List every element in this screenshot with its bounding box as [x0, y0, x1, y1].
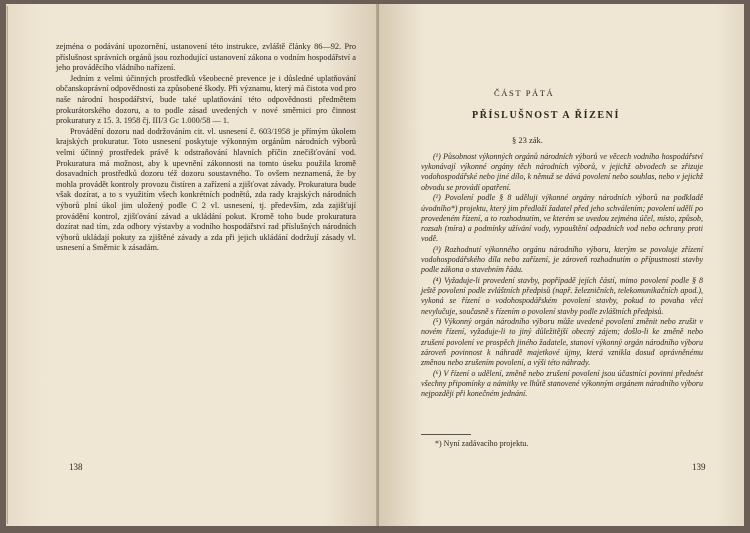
section-title: PŘÍSLUŠNOST A ŘÍZENÍ — [472, 110, 620, 121]
right-paragraph: (⁵) Výkonný orgán národního výboru může uvedené povolení změnit nebo zrušit v novém řízení, vyžaduje-li to jiný důležitější obecný zájem; došlo-li ke změně nebo zrušení povolení ve prospěch jiného žadatele, stanoví výkonný orgán národního výboru zároveň povinnost k náhradě majetkové újmy, která vznikla dosud oprávněnému změnou nebo zrušením povolení, a výši této náhrady. — [421, 317, 703, 368]
left-paragraph: Jedním z velmi účinných prostředků všeobecné prevence je i důsledné uplatňování občanskoprávní odpovědnosti za způsobené škody. Při významu, který má čistota vod pro naše národní hospodářství, bude také uplatňování této odpovědnosti předmětem prokurátorského dozoru, a to podle zásad uvedených v nové směrnici pro činnost prokuratury z 15. 3. 1958 čj. III/3 Gc 1.000/58 — 1. — [56, 73, 356, 126]
part-title: ČÁST PÁTÁ — [494, 88, 555, 98]
right-paragraph: (¹) Působnost výkonných orgánů národních výborů ve věcech vodního hospodářství vykonávají výkonné orgány těch národních výborů, v jejichž obvodech se zřizuje vodohospodářské nebo jiné dílo, k němuž se dává povolení nebo souhlas, nebo v jejichž obvodu se provádí opatření. — [421, 152, 703, 192]
right-page-text — [421, 152, 703, 400]
left-paragraph: Provádění dozoru nad dodržováním cit. vl. usnesení č. 603/1958 je přímým úkolem krajských prokuratur. Toto usnesení poskytuje výkonným orgánům národních výborů velmi účinný prostředek právě k odstraňování hlavních příčin znečišťování vod. Prokuratura má možnost, aby k upevnění zákonnosti na tomto úseku použila kromě dosavadních prostředků dozoru též dozoru soustavného. To ovšem neznamená, že by mohla provádět kontroly provozu čistíren a zařízení a zjišťovat závady. Prokuratura bude však dozírat, a to s využitím všech konkrétních podnětů, zda rady krajských národních výborů plní úkol jim uložený podle C 2 vl. usnesení, tj. především, zda zajišťují provádění kontrol, zjišťování závad a ukládání pokut. Kromě toho bude prokuratura dozírat nad tím, zda odbory výstavby a vodního hospodářství rad příslušných národních výborů ukládají pokuty za zjištěné závady a zda při jejich ukládání dodržují zásady vl. usnesení a Směrnic k zásadám. — [56, 126, 356, 253]
right-page-number: 139 — [692, 462, 706, 472]
open-book — [6, 4, 744, 526]
left-page-text — [56, 42, 356, 254]
right-paragraph: (³) Rozhodnutí výkonného orgánu národního výboru, kterým se povoluje zřízení vodohospodářského díla nebo zařízení, je zároveň rozhodnutím o přípustnosti stavby podle zákona o stavebním řádu. — [421, 244, 703, 275]
right-page — [379, 4, 744, 526]
left-paragraph: zejména o podávání upozornění, ustanovení této instrukce, zvláště články 86—92. Pro příslušnost správních orgánů jsou rozhodující ustanovení zákona o vodním hospodářství a jeho prováděcího vládního nařízení. — [56, 42, 356, 73]
paragraph-mark: § 23 zák. — [512, 135, 543, 145]
footnote: *) Nyní zadávacího projektu. — [435, 439, 529, 448]
footnote-rule — [421, 434, 471, 435]
right-paragraph: (⁴) Vyžaduje-li provedení stavby, popřípadě jejích částí, mimo povolení podle § 8 ještě povolení podle zvláštních předpisů (např. železničních, telekomunikačních apod.), vykoná se řízení o vodohospodářském povolení stavby, pokud to povaha věci nevylučuje, současně s řízením o povolení stavby podle zvláštních předpisů. — [421, 275, 703, 316]
left-page-number: 138 — [69, 462, 83, 472]
page-edges — [6, 6, 8, 524]
right-paragraph: (⁶) V řízení o udělení, změně nebo zrušení povolení jsou účastníci povinni přednést všechny připomínky a námitky ve lhůtě stanovené výkonným orgánem národního výboru nejpozději při konečném jednání. — [421, 368, 703, 399]
right-paragraph: (²) Povolení podle § 8 uděluji výkonné orgány národních výborů na podkladě úvodního*) projektu, který jim předloží žadatel před jeho schválením; povolení udělí po provedeném řízení, a to rozhodnutím, ve kterém se uvedou zejména účel, místo, způsob, rozsah (míra) a podmínky užívání vody, vypouštění odpadních vod nebo ochrany proti vodě. — [421, 193, 703, 244]
left-page — [6, 4, 379, 526]
